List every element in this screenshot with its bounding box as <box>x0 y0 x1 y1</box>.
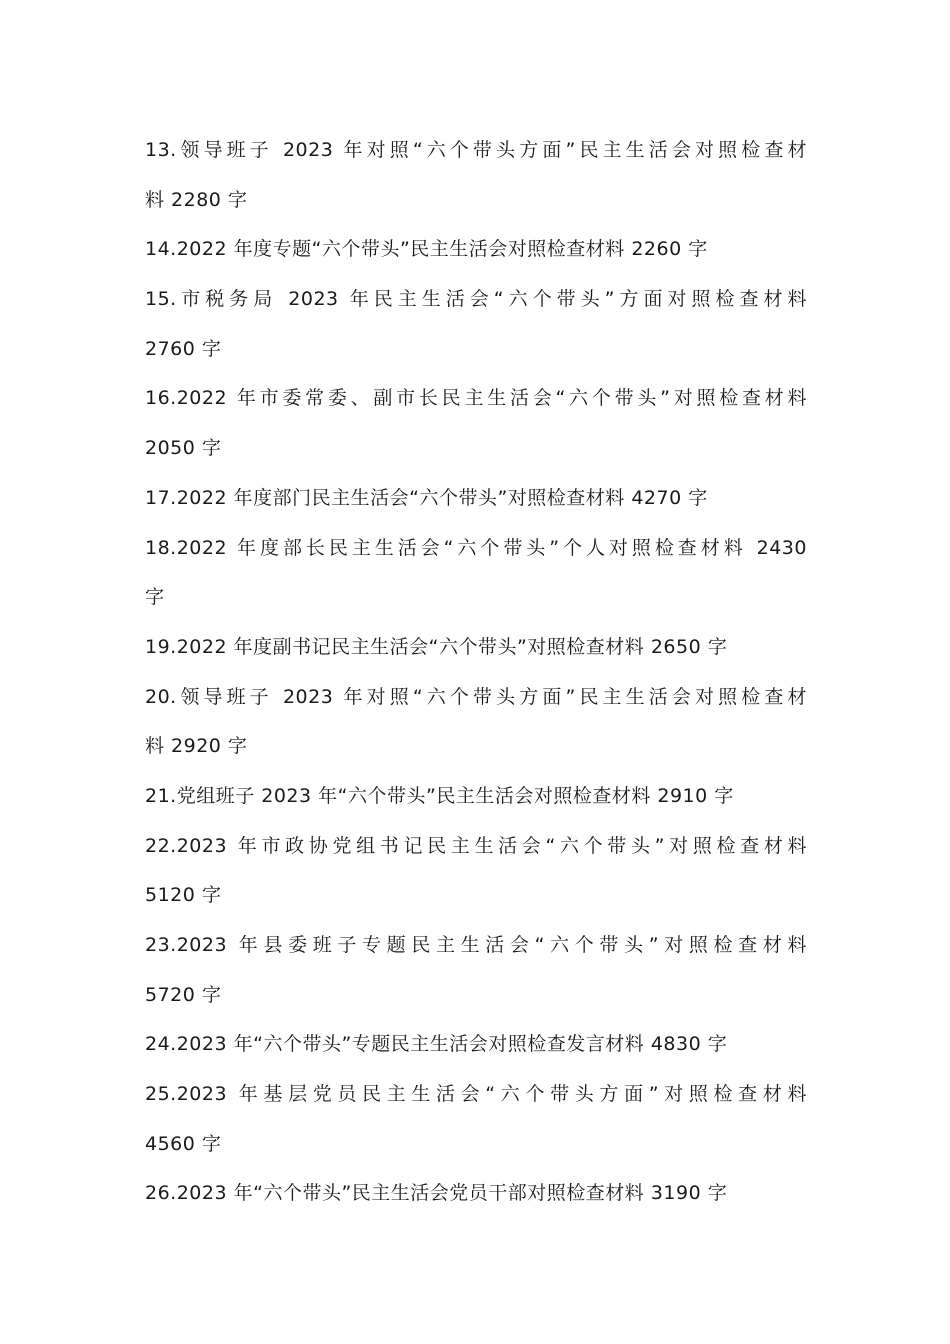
document-line: 26.2023 年“六个带头”民主生活会党员干部对照检查材料 3190 字 <box>145 1182 728 1205</box>
document-line: 2050 字 <box>145 437 222 460</box>
document-line: 14.2022 年度专题“六个带头”民主生活会对照检查材料 2260 字 <box>145 238 708 261</box>
document-line: 18.2022 年度部长民主生活会“六个带头”个人对照检查材料 2430 <box>145 536 807 559</box>
document-line: 25.2023 年基层党员民主生活会“六个带头方面”对照检查材料 <box>145 1083 807 1106</box>
document-line: 料 2280 字 <box>145 188 248 211</box>
document-line: 22.2023 年市政协党组书记民主生活会“六个带头”对照检查材料 <box>145 834 807 857</box>
document-line: 15.市税务局 2023 年民主生活会“六个带头”方面对照检查材料 <box>145 288 807 311</box>
document-line: 16.2022 年市委常委、副市长民主生活会“六个带头”对照检查材料 <box>145 387 807 410</box>
document-line: 料 2920 字 <box>145 735 248 758</box>
document-line: 13.领导班子 2023 年对照“六个带头方面”民主生活会对照检查材 <box>145 139 807 161</box>
document-line: 20.领导班子 2023 年对照“六个带头方面”民主生活会对照检查材 <box>145 685 807 708</box>
document-line: 5720 字 <box>145 983 222 1006</box>
document-line: 字 <box>145 586 165 609</box>
document-line: 24.2023 年“六个带头”专题民主生活会对照检查发言材料 4830 字 <box>145 1033 728 1056</box>
document-line: 4560 字 <box>145 1132 222 1155</box>
document-line: 23.2023 年县委班子专题民主生活会“六个带头”对照检查材料 <box>145 934 807 956</box>
document-body <box>145 126 807 1219</box>
document-line: 21.党组班子 2023 年“六个带头”民主生活会对照检查材料 2910 字 <box>145 784 734 807</box>
document-line: 19.2022 年度副书记民主生活会“六个带头”对照检查材料 2650 字 <box>145 635 728 658</box>
document-line: 5120 字 <box>145 884 222 907</box>
document-line: 2760 字 <box>145 337 222 360</box>
document-line: 17.2022 年度部门民主生活会“六个带头”对照检查材料 4270 字 <box>145 486 708 509</box>
